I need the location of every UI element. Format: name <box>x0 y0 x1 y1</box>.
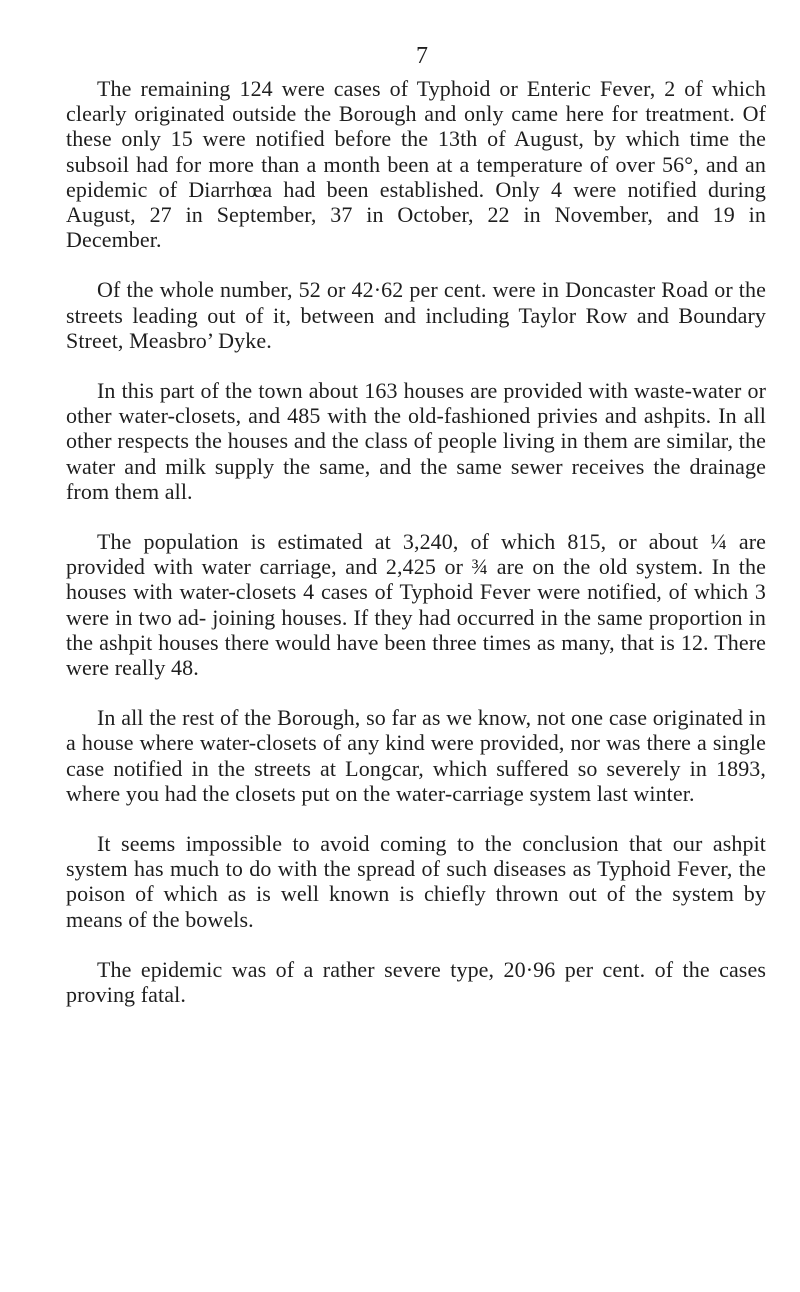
paragraph-severity: The epidemic was of a rather severe type, 20·96 per cent. of the cases proving fatal. <box>66 956 766 1008</box>
paragraph-conclusion: It seems impossible to avoid coming to the conclusion that our ashpit system has much to do with the spread of such diseases as Typhoid Fever, the poison of which as is well known is chiefly thrown out of the system by means of the bowels. <box>66 831 766 932</box>
paragraph-doncaster-road: Of the whole number, 52 or 42·62 per cent. were in Doncaster Road or the streets leading out of it, between and including Taylor Row and Boundary Street, Measbro’ Dyke. <box>66 277 766 353</box>
page-number: 7 <box>416 43 428 69</box>
paragraph-closets-and-privies: In this part of the town about 163 houses are provided with waste-water or other water-closets, and 485 with the old-fashioned privies and ashpits. In all other respects the houses and the class of people living in them are similar, the water and milk supply the same, and the same sewer receives the drainage from them all. <box>66 378 766 504</box>
document-page <box>66 40 766 1032</box>
paragraph-typhoid-cases: The remaining 124 were cases of Typhoid or Enteric Fever, 2 of which clearly originated outside the Borough and only came here for treatment. Of these only 15 were notified before the 13th of August, by which time the subsoil had for more than a month been at a temperature of over 56°, and an epidemic of Diarrhœa had been established. Only 4 were notified during August, 27 in September, 37 in October, 22 in November, and 19 in December. <box>66 76 766 253</box>
paragraph-population: The population is estimated at 3,240, of which 815, or about ¼ are provided with water carriage, and 2,425 or ¾ are on the old system. In the houses with water-closets 4 cases of Typhoid Fever were notified, of which 3 were in two ad- joining houses. If they had occurred in the same proportion in the ashpit houses there would have been three times as many, that is 12. There were really 48. <box>66 529 766 681</box>
paragraph-rest-of-borough: In all the rest of the Borough, so far as we know, not one case originated in a house where water-closets of any kind were provided, nor was there a single case notified in the streets at Longcar, which suffered so severely in 1893, where you had the closets put on the water-carriage system last winter. <box>66 705 766 806</box>
